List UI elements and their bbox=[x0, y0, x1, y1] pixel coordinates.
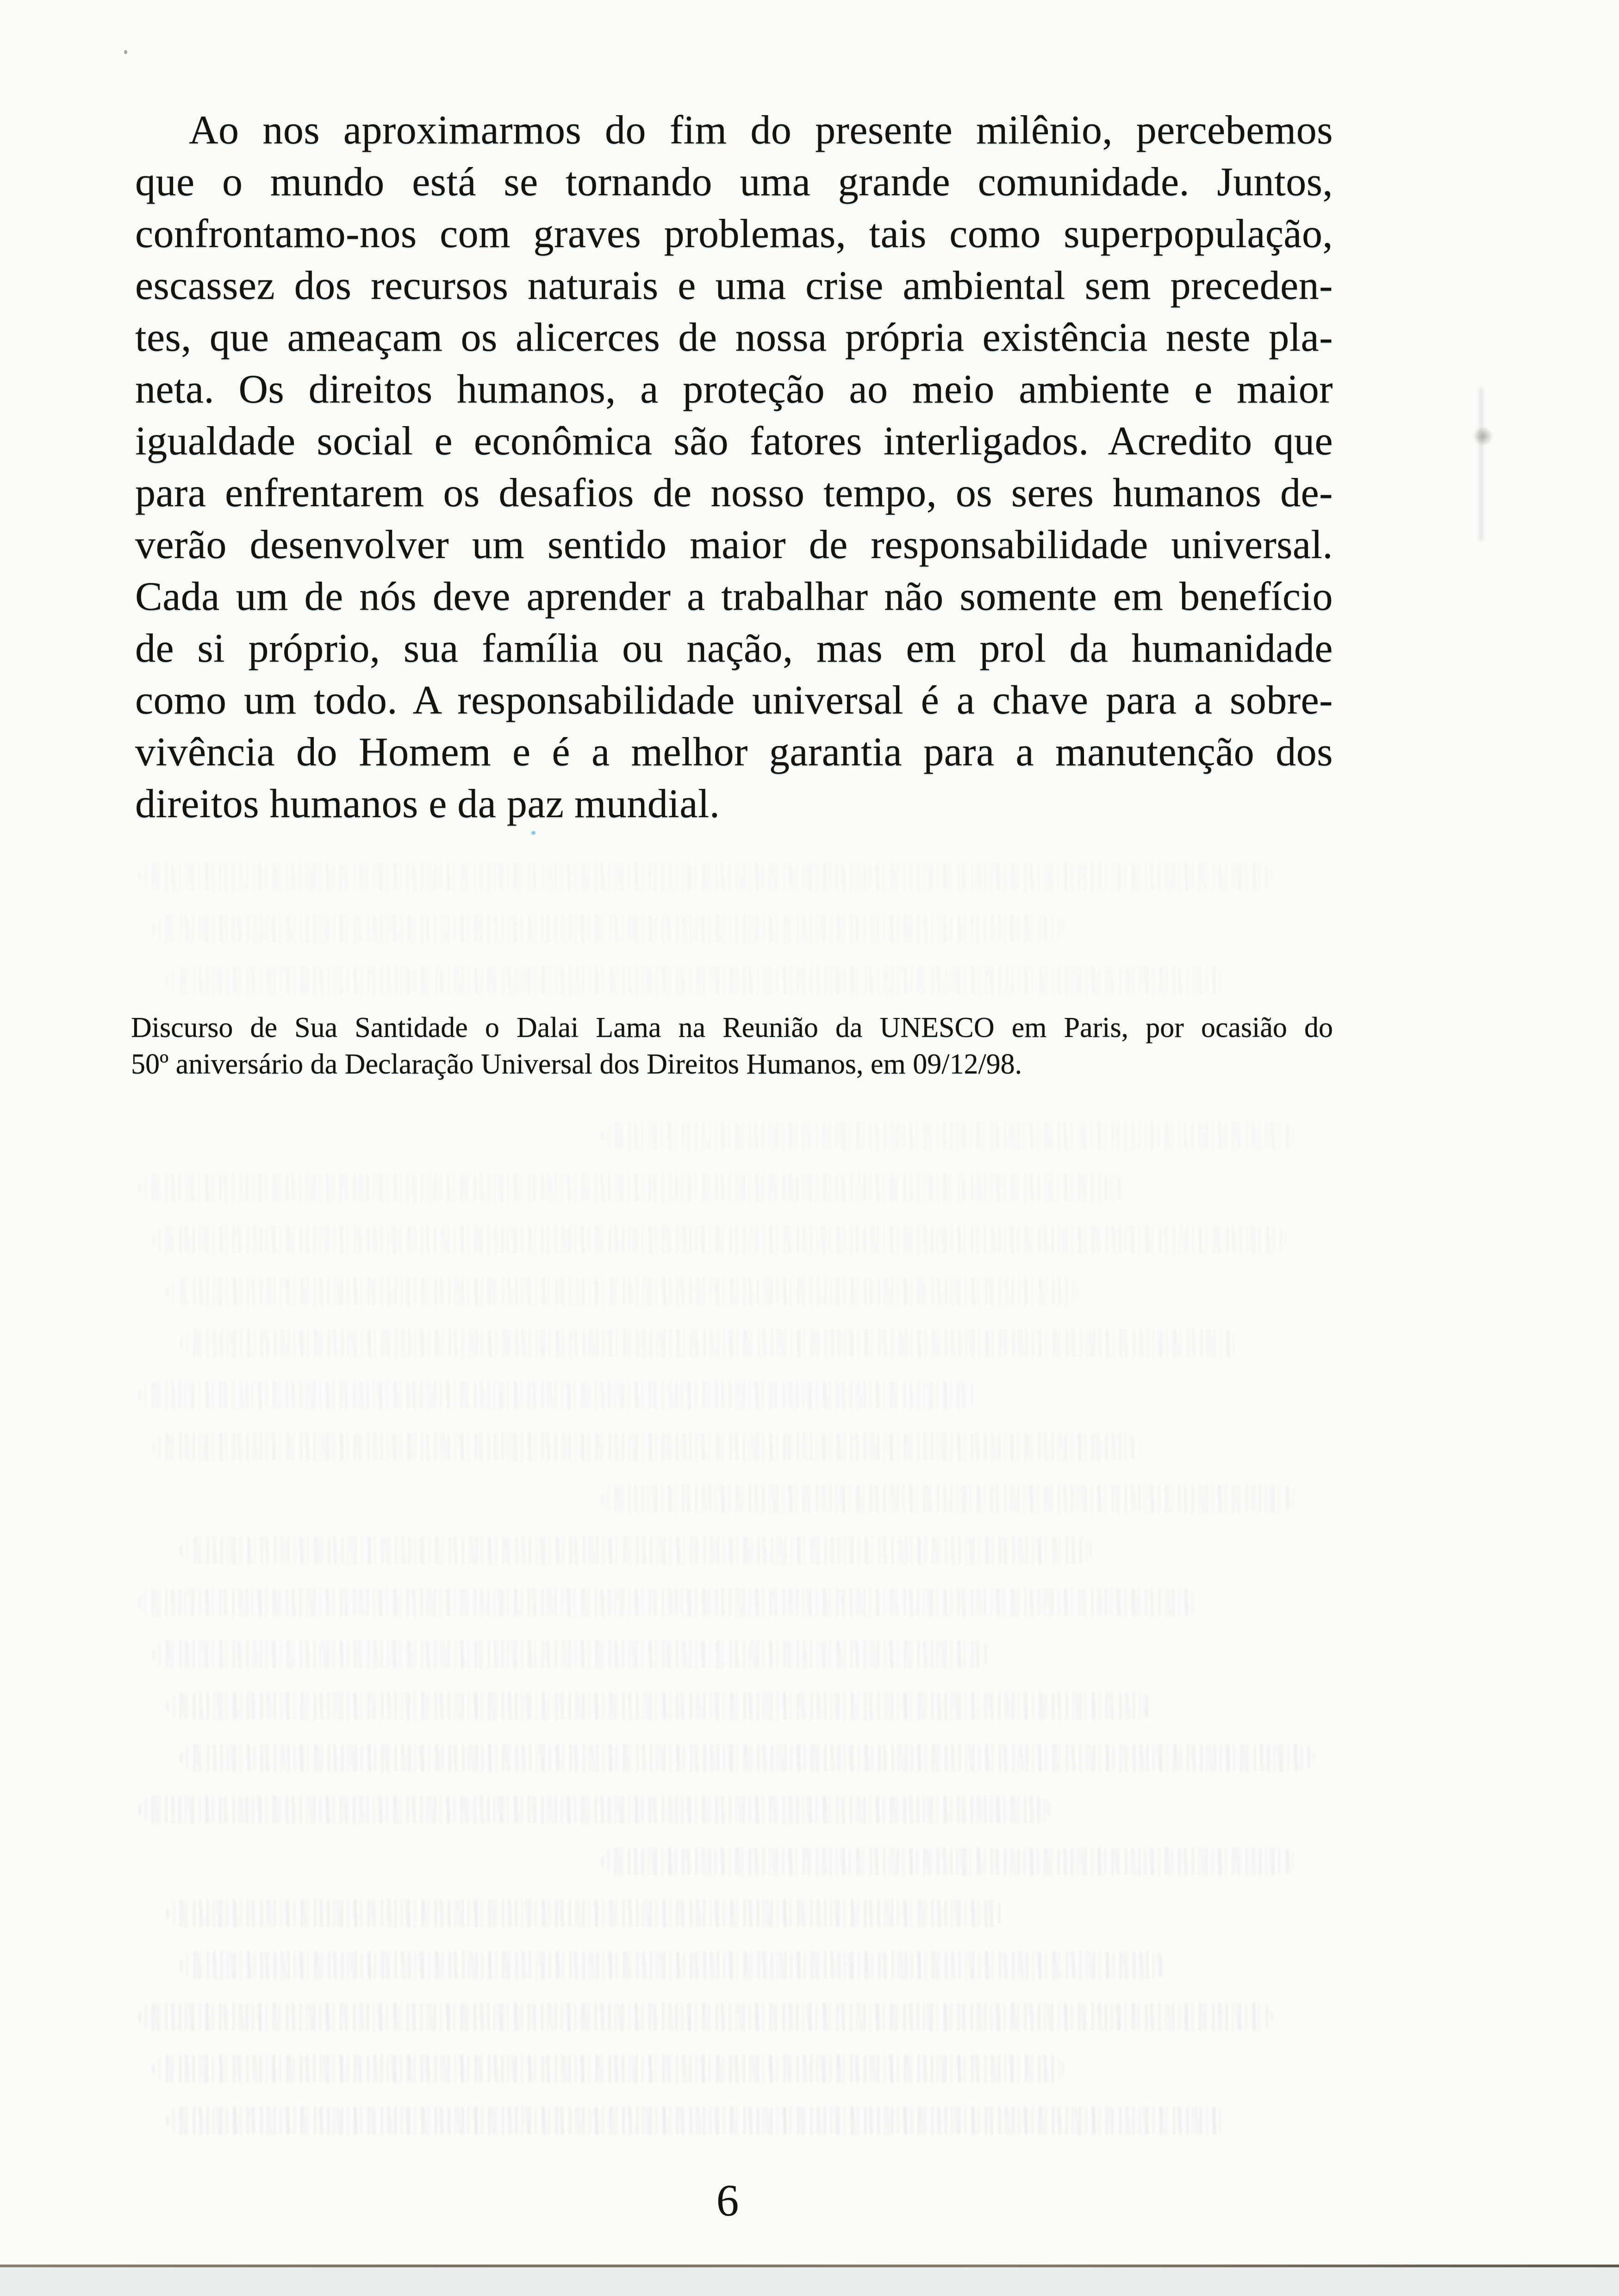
citation-line: 50º aniversário da Declaração Universal dos Direitos Humanos, em 09/12/98. bbox=[131, 1049, 1022, 1080]
text-line: Cada um de nós deve aprender a trabalhar não somente em benefício bbox=[135, 574, 1333, 619]
citation-line: Discurso de Sua Santidade o Dalai Lama na Reunião da UNESCO em Paris, por ocasião do bbox=[131, 1012, 1333, 1043]
text-line: confrontamo-nos com graves problemas, tais como superpopulação, bbox=[135, 211, 1333, 256]
citation-attribution bbox=[131, 1010, 1333, 1083]
body-paragraph bbox=[135, 105, 1333, 830]
text-line: direitos humanos e da paz mundial. bbox=[135, 782, 720, 826]
text-line: igualdade social e econômica são fatores interligados. Acredito que bbox=[135, 419, 1333, 464]
text-line: vivência do Homem e é a melhor garantia para a manutenção dos bbox=[135, 730, 1333, 775]
text-line: escassez dos recursos naturais e uma crise ambiental sem preceden- bbox=[135, 263, 1333, 308]
text-line: Ao nos aproximarmos do fim do presente milênio, percebemos bbox=[189, 108, 1333, 153]
text-line: neta. Os direitos humanos, a proteção ao meio ambiente e maior bbox=[135, 367, 1333, 412]
text-line: verão desenvolver um sentido maior de responsabilidade universal. bbox=[135, 522, 1333, 567]
text-line: tes, que ameaçam os alicerces de nossa própria existência neste pla- bbox=[135, 315, 1333, 360]
scan-smudge-artifact bbox=[1473, 427, 1493, 446]
text-line: para enfrentarem os desafios de nosso tempo, os seres humanos de- bbox=[135, 471, 1333, 515]
text-line: como um todo. A responsabilidade universal é a chave para a sobre- bbox=[135, 678, 1333, 723]
scan-bottom-strip bbox=[0, 2267, 1619, 2296]
page-number: 6 bbox=[716, 2176, 739, 2225]
text-line: que o mundo está se tornando uma grande comunidade. Juntos, bbox=[135, 160, 1333, 205]
scan-speck-artifact bbox=[124, 50, 127, 54]
scan-speck-artifact bbox=[531, 831, 536, 835]
text-line: de si próprio, sua família ou nação, mas em prol da humanidade bbox=[135, 626, 1333, 671]
scan-streak-artifact bbox=[1479, 388, 1483, 540]
